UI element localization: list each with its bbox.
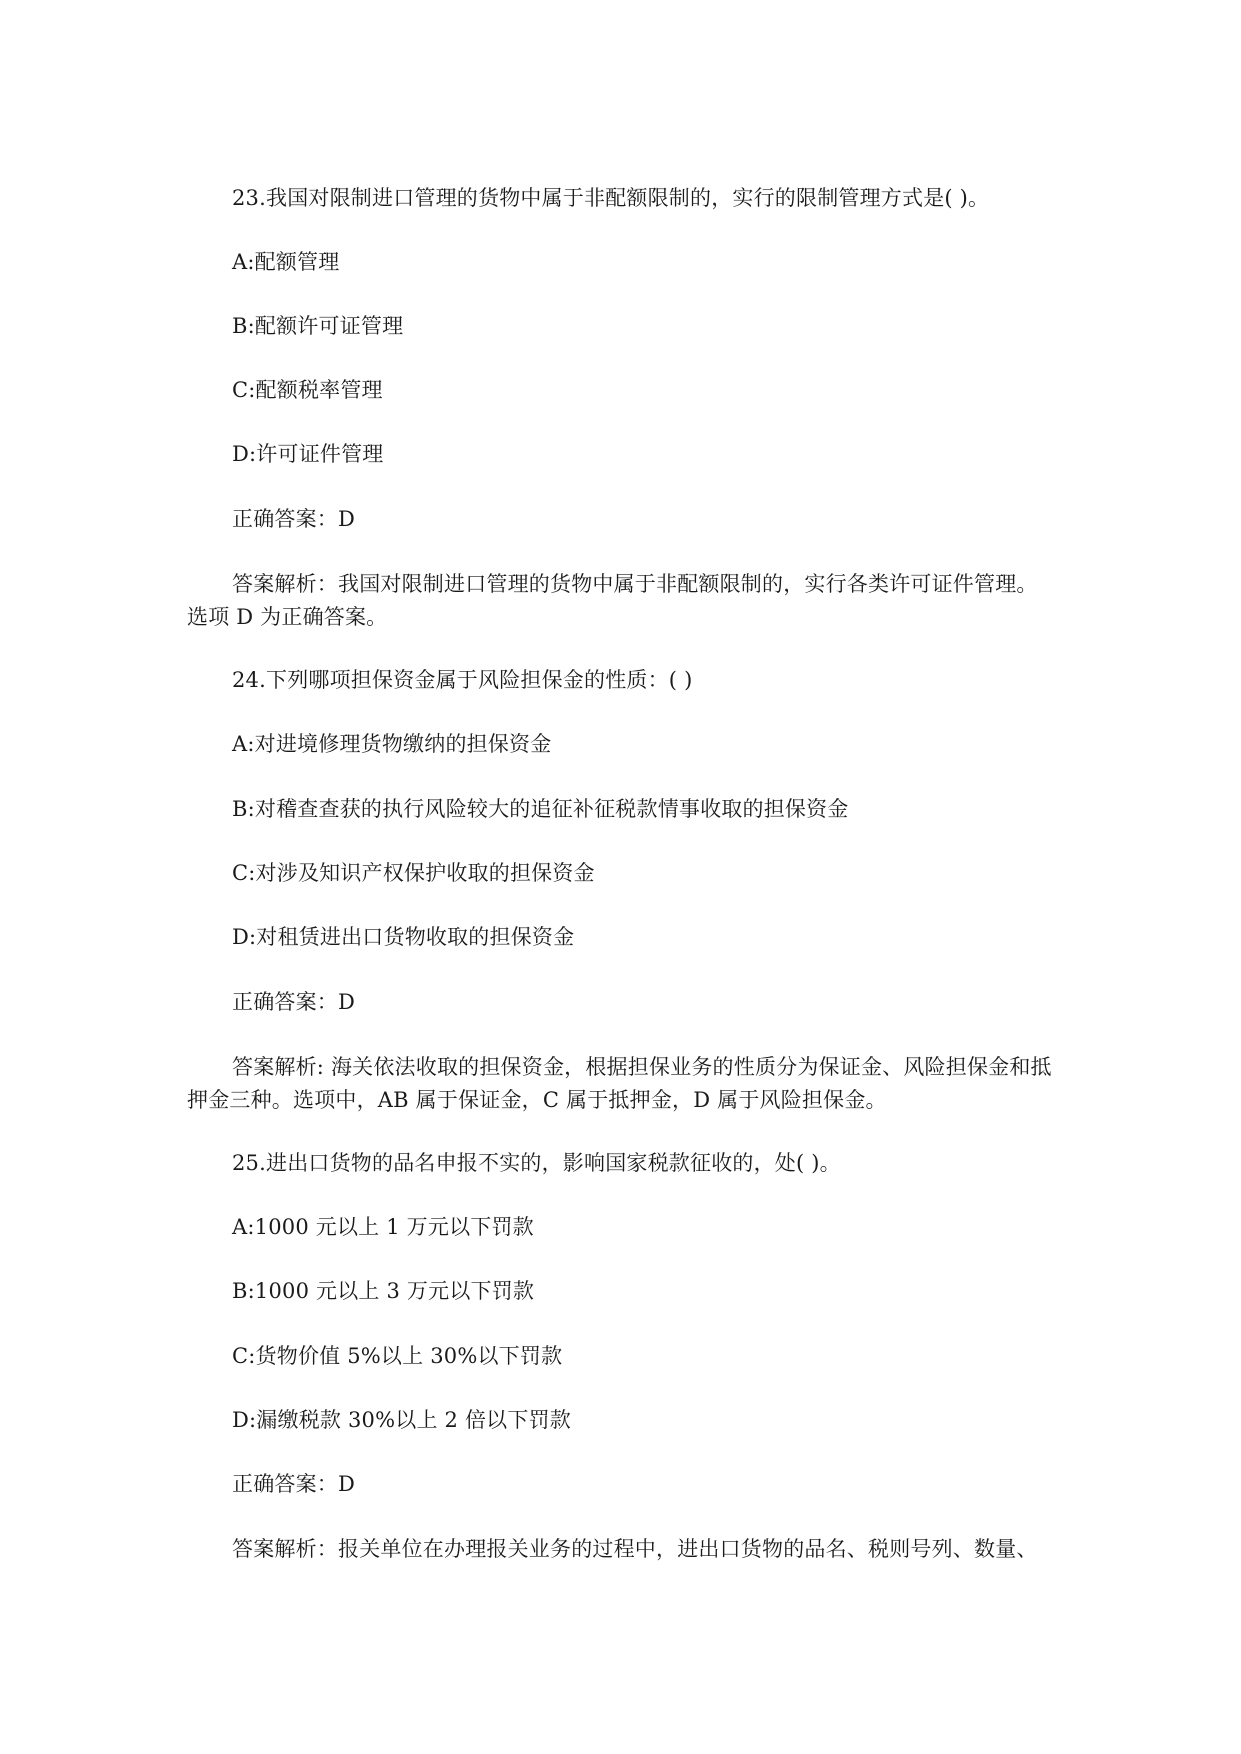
question-25-option-c: C:货物价值 5%以上 30%以下罚款 [232,1344,563,1368]
question-25-answer: 正确答案：D [232,1472,356,1496]
question-23-option-a: A:配额管理 [232,250,340,274]
question-23-analysis: 答案解析：我国对限制进口管理的货物中属于非配额限制的，实行各类许可证件管理。选项 D 为正确答案。 [187,572,1038,629]
question-24-option-c: C:对涉及知识产权保护收取的担保资金 [232,861,595,885]
question-24-option-d: D:对租赁进出口货物收取的担保资金 [232,925,575,949]
question-24-option-b: B:对稽查查获的执行风险较大的追征补征税款情事收取的担保资金 [232,797,849,821]
question-25-option-b: B:1000 元以上 3 万元以下罚款 [232,1279,535,1303]
question-25-option-d: D:漏缴税款 30%以上 2 倍以下罚款 [232,1408,571,1432]
question-24-option-a: A:对进境修理货物缴纳的担保资金 [232,732,552,756]
question-23-answer: 正确答案：D [232,507,356,531]
question-24-stem: 24.下列哪项担保资金属于风险担保金的性质：( ) [232,668,693,692]
question-25-analysis: 答案解析：报关单位在办理报关业务的过程中，进出口货物的品名、税则号列、数量、 [232,1537,1038,1561]
question-24-answer: 正确答案：D [232,990,356,1014]
question-25-option-a: A:1000 元以上 1 万元以下罚款 [232,1215,534,1239]
question-23-option-b: B:配额许可证管理 [232,314,404,338]
question-23-option-d: D:许可证件管理 [232,442,384,466]
question-24-analysis: 答案解析: 海关依法收取的担保资金，根据担保业务的性质分为保证金、风险担保金和抵押金三种。选项中，AB 属于保证金，C 属于抵押金，D 属于风险担保金。 [187,1055,1052,1112]
question-23-option-c: C:配额税率管理 [232,378,383,402]
question-25-stem: 25.进出口货物的品名申报不实的，影响国家税款征收的，处( )。 [232,1151,841,1175]
question-23-stem: 23.我国对限制进口管理的货物中属于非配额限制的，实行的限制管理方式是( )。 [232,186,990,210]
